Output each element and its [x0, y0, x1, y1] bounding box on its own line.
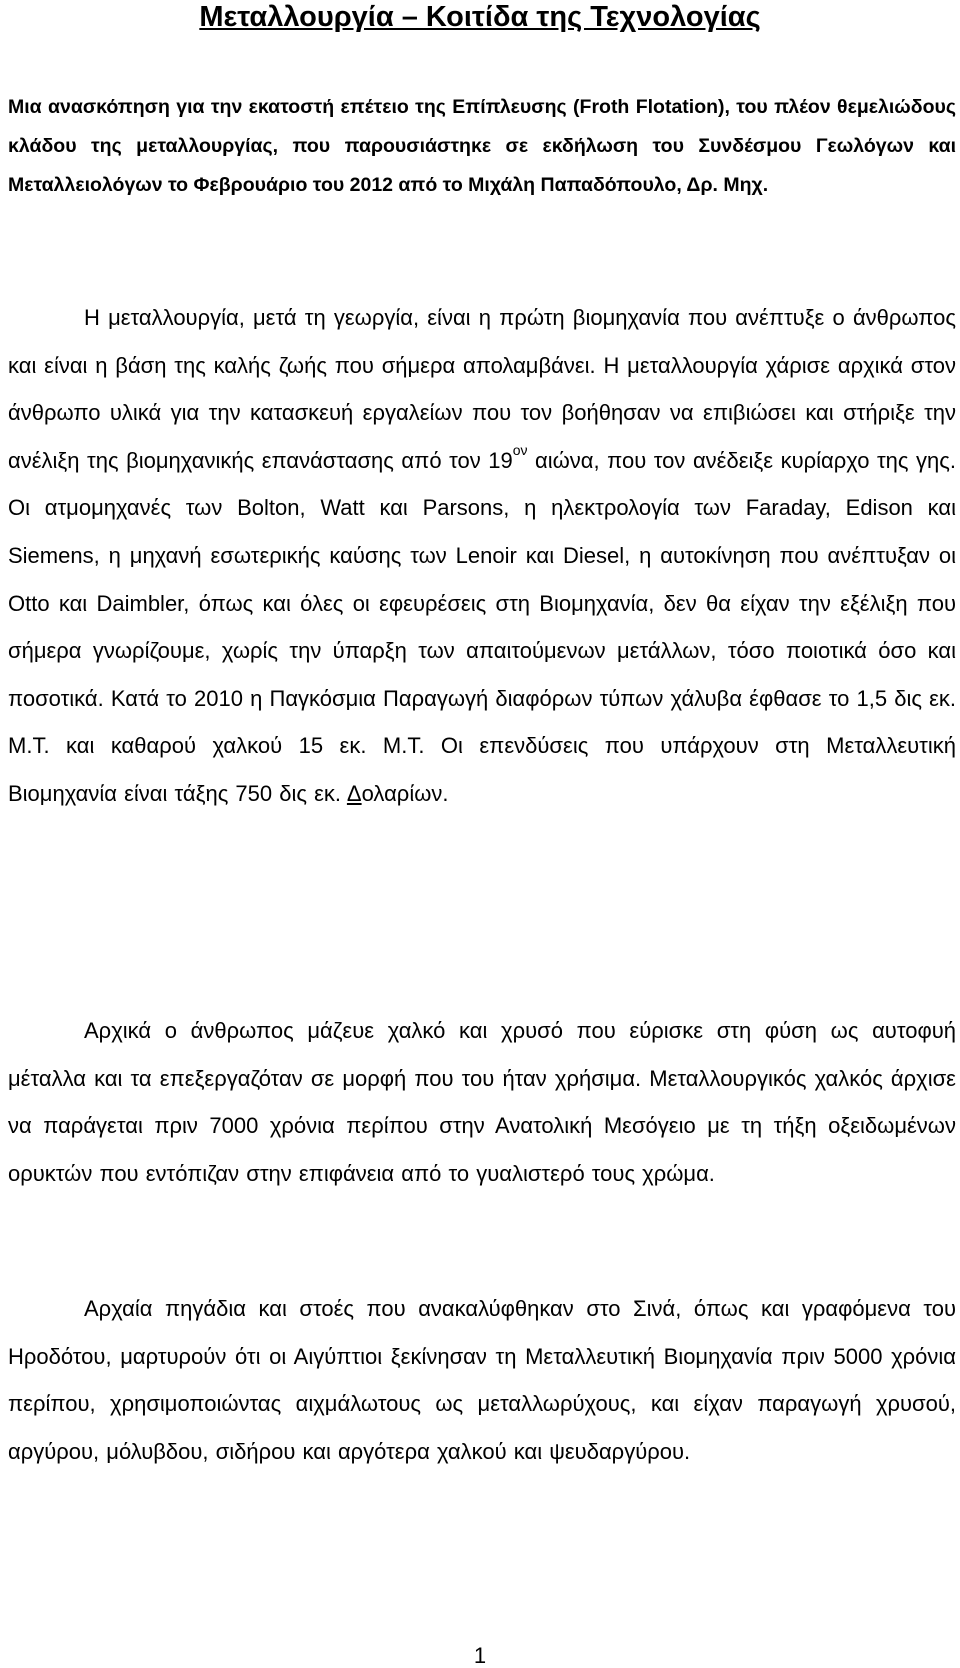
intro-paragraph: Μια ανασκόπηση για την εκατοστή επέτειο της Επίπλευσης (Froth Flotation), του πλέον θεμελιώδους κλάδου της μεταλλουργίας, που παρουσιάστηκε σε εκδήλωση του Συνδέσμου Γεωλόγων και Μεταλλειολόγων το Φεβρουάριο του 2012 από το Μιχάλη Παπαδόπουλο, Δρ. Μηχ.: [8, 96, 956, 196]
body-paragraph-3: Αρχαία πηγάδια και στοές που ανακαλύφθηκαν στο Σινά, όπως και γραφόμενα του Ηροδότου, μαρτυρούν ότι οι Αιγύπτιοι ξεκίνησαν τη Μεταλλευτική Βιομηχανία πριν 5000 χρόνια περίπου, χρησιμοποιώντας αιχμάλωτους ως μεταλλωρύχους, και είχαν παραγωγή χρυσού, αργύρου, μόλυβδου, σιδήρου και αργότερα χαλκού και ψευδαργύρου.: [8, 1296, 956, 1464]
body-paragraph-1: [8, 294, 956, 818]
body-paragraph-2: Αρχικά ο άνθρωπος μάζευε χαλκό και χρυσό που εύρισκε στη φύση ως αυτοφυή μέταλλα και τα επεξεργαζόταν σε μορφή που του ήταν χρήσιμα. Μεταλλουργικός χαλκός άρχισε να παράγεται πριν 7000 χρόνια περίπου στην Ανατολική Μεσόγειο με τη τήξη οξειδωμένων ορυκτών που εντόπιζαν στην επιφάνεια από το γυαλιστερό τους χρώμα.: [8, 1018, 956, 1186]
page-number: 1: [473, 1643, 487, 1668]
paragraph-text: ολαρίων.: [361, 780, 449, 806]
paragraph-text: Η μεταλλουργία, μετά τη γεωργία, είναι η πρώτη βιομηχανία που ανέπτυξε ο άνθρωπος και είναι η βάση της καλής ζωής που σήμερα απολαμβάνει. Η μεταλλουργία χάρισε αρχικά στον άνθρωπο υλικά για την κατασκευή εργαλείων που τον βοήθησαν να επιβιώσει και στήριξε την ανέλιξη της βιομηχανικής επανάστασης από τον 19: [8, 305, 956, 473]
underlined-letter: Δ: [346, 780, 362, 806]
ordinal-superscript: ον: [512, 442, 528, 459]
paragraph-text: αιώνα, που τον ανέδειξε κυρίαρχο της γης. Οι ατμομηχανές των Bolton, Watt και Parsons, η ηλεκτρολογία των Faraday, Edison και Siemens, η μηχανή εσωτερικής καύσης των Lenoir και Diesel, η αυτοκίνηση που ανέπτυξαν οι Otto και Daimbler, όπως και όλες οι εφευρέσεις στη Βιομηχανία, δεν θα είχαν την εξέλιξη που σήμερα γνωρίζουμε, χωρίς την ύπαρξη των απαιτούμενων μετάλλων, τόσο ποιοτικά όσο και ποσοτικά. Κατά το 2010 η Παγκόσμια Παραγωγή διαφόρων τύπων χάλυβα έφθασε το 1,5 δις εκ. Μ.Τ. και καθαρού χαλκού 15 εκ. Μ.Τ. Οι επενδύσεις που υπάρχουν στη Μεταλλευτική Βιομηχανία είναι τάξης 750 δις εκ.: [8, 447, 956, 806]
page-title: Μεταλλουργία – Κοιτίδα της Τεχνολογίας: [199, 1, 761, 33]
